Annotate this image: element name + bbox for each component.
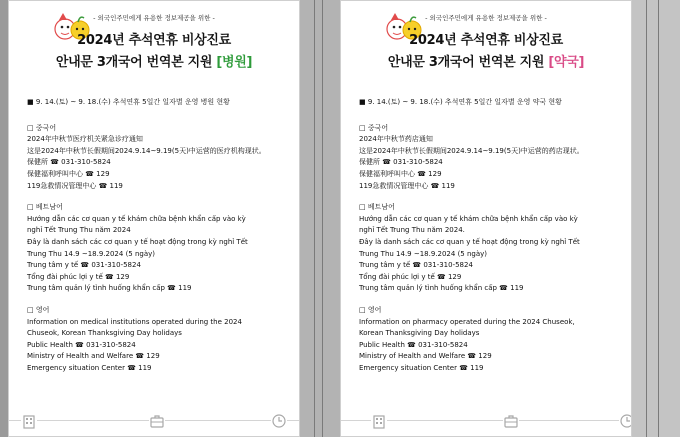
- section-english: [27, 305, 295, 375]
- text-line: Emergency situation Center ☎ 119: [27, 363, 152, 372]
- section-heading: □ 베트남어: [359, 203, 395, 212]
- text-line: Trung Thu 14.9 ~18.9.2024 (5 ngày): [359, 249, 488, 258]
- title-main-text: 안내문 3개국어 번역본 지원: [387, 55, 549, 70]
- document-page-hospital: [8, 0, 300, 437]
- text-line: Tổng đài phúc lợi y tế ☎ 129: [359, 272, 462, 281]
- title-main-text: 안내문 3개국어 번역본 지원: [55, 55, 217, 70]
- text-line: 119急救情况管理中心 ☎ 119: [359, 181, 455, 190]
- section-heading: □ 영어: [27, 305, 50, 314]
- text-line: nghỉ Tết Trung Thu năm 2024: [27, 226, 131, 235]
- text-line: 这是2024年中秋节长假期间2024.9.14~9.19(5天)中运营的医疗机构现状。: [27, 146, 266, 155]
- briefcase-icon: [503, 413, 519, 429]
- text-line: 保健福利呼叫中心 ☎ 129: [359, 169, 442, 178]
- text-line: 这是2024年中秋节长假期间2024.9.14~9.19(5天)中运营的药店现状。: [359, 146, 584, 155]
- text-line: nghỉ Tết Trung Thu năm 2024.: [359, 226, 465, 235]
- text-line: Trung tâm y tế ☎ 031-310-5824: [359, 261, 473, 270]
- text-line: Đây là danh sách các cơ quan y tế hoạt động trong kỳ nghỉ Tết: [359, 237, 580, 246]
- text-line: Emergency situation Center ☎ 119: [359, 363, 484, 372]
- text-line: Trung tâm quản lý tình huống khẩn cấp ☎ 119: [27, 284, 192, 293]
- section-english: [359, 305, 627, 375]
- text-line: Ministry of Health and Welfare ☎ 129: [27, 352, 160, 361]
- clock-icon: [619, 413, 632, 429]
- viewer-margin-right: [632, 0, 680, 437]
- text-line: Public Health ☎ 031-310-5824: [27, 340, 136, 349]
- text-line: 2024年中秋节药店通知: [359, 135, 433, 144]
- text-line: Ministry of Health and Welfare ☎ 129: [359, 352, 492, 361]
- text-line: Information on medical institutions operated during the 2024: [27, 317, 242, 326]
- subtitle: - 외국인주민에게 유용한 정보제공을 위한 -: [93, 14, 215, 22]
- clock-icon: [271, 413, 287, 429]
- viewer-margin-left: [0, 0, 8, 437]
- text-line: Đây là danh sách các cơ quan y tế hoạt động trong kỳ nghỉ Tết: [27, 237, 248, 246]
- text-line: 保健所 ☎ 031-310-5824: [27, 158, 111, 167]
- page-footer: [9, 410, 299, 436]
- period-heading: ■ 9. 14.(토) ~ 9. 18.(수) 추석연휴 5일간 일자별 운영 병원 현황: [27, 98, 230, 106]
- text-line: 119急救情况管理中心 ☎ 119: [27, 181, 123, 190]
- building-icon: [21, 413, 37, 429]
- text-line: Hướng dẫn các cơ quan y tế khám chữa bệnh khẩn cấp vào kỳ: [359, 214, 578, 223]
- text-line: Chuseok, Korean Thanksgiving Day holidays: [27, 329, 182, 338]
- section-heading: □ 중국어: [359, 123, 389, 132]
- text-line: Information on pharmacy operated during the 2024 Chuseok,: [359, 317, 575, 326]
- title-tag-hospital: [병원]: [216, 55, 253, 70]
- text-line: 2024年中秋节医疗机关紧急诊疗通知: [27, 135, 143, 144]
- viewer-gutter: [300, 0, 340, 437]
- section-chinese: [27, 123, 295, 193]
- page-title-line2: [9, 51, 299, 70]
- text-line: Tổng đài phúc lợi y tế ☎ 129: [27, 272, 130, 281]
- building-icon: [371, 413, 387, 429]
- document-body: [359, 97, 627, 374]
- text-line: Korean Thanksgiving Day holidays: [359, 329, 480, 338]
- section-heading: □ 영어: [359, 305, 382, 314]
- text-line: Trung Thu 14.9 ~18.9.2024 (5 ngày): [27, 249, 156, 258]
- text-line: 保健福利呼叫中心 ☎ 129: [27, 169, 110, 178]
- section-heading: □ 베트남어: [27, 203, 63, 212]
- document-page-pharmacy: [340, 0, 632, 437]
- subtitle: - 외국인주민에게 유용한 정보제공을 위한 -: [425, 14, 547, 22]
- section-chinese: [359, 123, 627, 193]
- section-vietnamese: [27, 202, 295, 295]
- page-title-line1: 2024년 추석연휴 비상진료: [77, 33, 231, 48]
- text-line: Trung tâm quản lý tình huống khẩn cấp ☎ 119: [359, 284, 524, 293]
- document-body: [27, 97, 295, 374]
- page-title-line1: 2024년 추석연휴 비상진료: [409, 33, 563, 48]
- page-title-line2: [341, 51, 631, 70]
- text-line: Public Health ☎ 031-310-5824: [359, 340, 468, 349]
- period-heading: ■ 9. 14.(토) ~ 9. 18.(수) 추석연휴 5일간 일자별 운영 약국 현황: [359, 98, 562, 106]
- text-line: 保健所 ☎ 031-310-5824: [359, 158, 443, 167]
- text-line: Trung tâm y tế ☎ 031-310-5824: [27, 261, 141, 270]
- text-line: Hướng dẫn các cơ quan y tế khám chữa bệnh khẩn cấp vào kỳ: [27, 214, 246, 223]
- section-heading: □ 중국어: [27, 123, 57, 132]
- page-footer: [341, 410, 631, 436]
- briefcase-icon: [149, 413, 165, 429]
- section-vietnamese: [359, 202, 627, 295]
- title-tag-pharmacy: [약국]: [548, 55, 585, 70]
